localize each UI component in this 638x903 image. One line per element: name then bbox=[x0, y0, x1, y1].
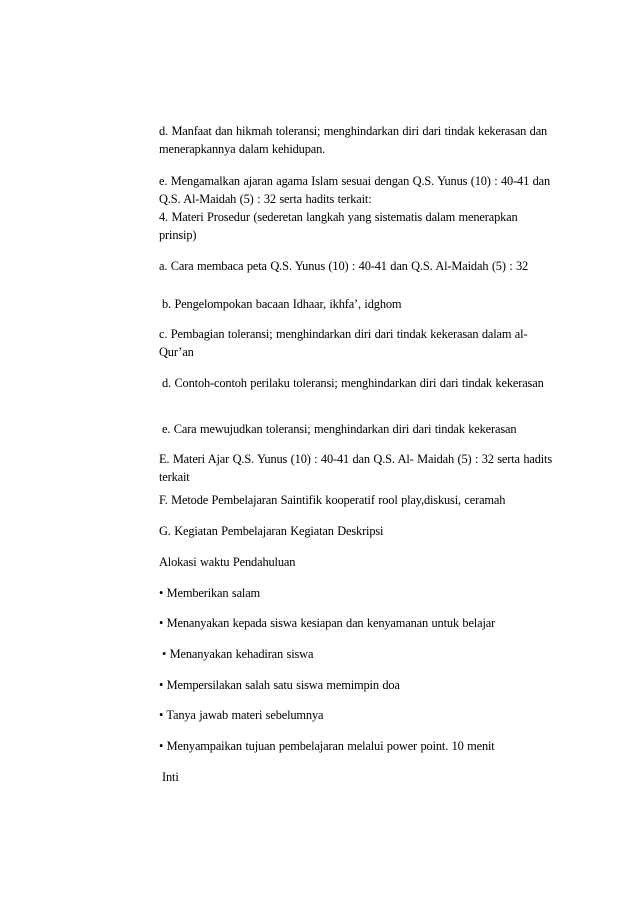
paragraph-materi-prosedur: 4. Materi Prosedur (sederetan langkah yang sistematis dalam menerapkan prinsip) bbox=[159, 210, 518, 242]
bullet-menyampaikan-tujuan: • Menyampaikan tujuan pembelajaran melalui power point. 10 menit bbox=[159, 739, 495, 753]
bullet-menanyakan-kehadiran: • Menanyakan kehadiran siswa bbox=[162, 647, 314, 661]
paragraph-cara-membaca: a. Cara membaca peta Q.S. Yunus (10) : 40-41 dan Q.S. Al-Maidah (5) : 32 bbox=[159, 259, 529, 273]
heading-metode-pembelajaran: F. Metode Pembelajaran Saintifik kooperatif rool play,diskusi, ceramah bbox=[159, 493, 506, 507]
bullet-mempersilakan-doa: • Mempersilakan salah satu siswa memimpin doa bbox=[159, 678, 400, 692]
heading-materi-ajar: E. Materi Ajar Q.S. Yunus (10) : 40-41 dan Q.S. Al- Maidah (5) : 32 serta hadits terkait bbox=[159, 452, 553, 484]
paragraph-contoh-perilaku: d. Contoh-contoh perilaku toleransi; menghindarkan diri dari tindak kekerasan bbox=[162, 376, 544, 390]
bullet-tanya-jawab: • Tanya jawab materi sebelumnya bbox=[159, 708, 324, 722]
paragraph-manfaat-hikmah: d. Manfaat dan hikmah toleransi; menghindarkan diri dari tindak kekerasan dan menerapkannya dalam kehidupan. bbox=[159, 124, 548, 156]
heading-kegiatan-pembelajaran: G. Kegiatan Pembelajaran Kegiatan Deskripsi bbox=[159, 524, 384, 538]
heading-inti: Inti bbox=[162, 770, 179, 784]
paragraph-alokasi-waktu: Alokasi waktu Pendahuluan bbox=[159, 555, 296, 569]
paragraph-cara-mewujudkan: e. Cara mewujudkan toleransi; menghindarkan diri dari tindak kekerasan bbox=[162, 422, 517, 436]
paragraph-mengamalkan-ajaran: e. Mengamalkan ajaran agama Islam sesuai dengan Q.S. Yunus (10) : 40-41 dan Q.S. Al-Maidah (5) : 32 serta hadits terkait: bbox=[159, 174, 551, 206]
paragraph-pengelompokan-bacaan: b. Pengelompokan bacaan Idhaar, ikhfa’, idghom bbox=[162, 297, 402, 311]
paragraph-pembagian-toleransi: c. Pembagian toleransi; menghindarkan diri dari tindak kekerasan dalam al-Qur’an bbox=[159, 327, 528, 359]
bullet-menanyakan-kesiapan: • Menanyakan kepada siswa kesiapan dan kenyamanan untuk belajar bbox=[159, 616, 496, 630]
bullet-memberikan-salam: • Memberikan salam bbox=[159, 586, 261, 600]
